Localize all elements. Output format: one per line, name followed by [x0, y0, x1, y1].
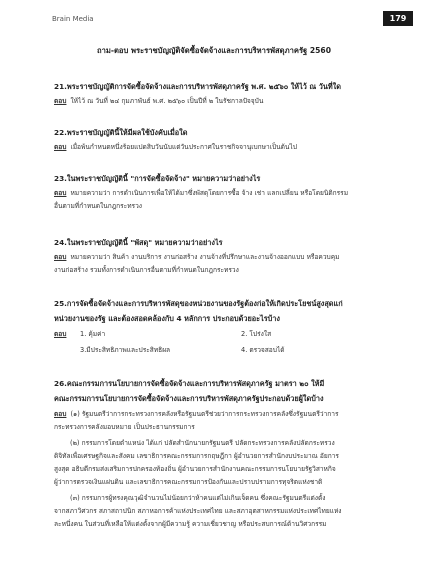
answer-22 — [54, 141, 384, 154]
answer-23 — [54, 187, 384, 213]
question-25-line-2: หน่วยงานของรัฐ และต้องสอดคล้องกับ 4 หลักการ ประกอบด้วยอะไรบ้าง — [54, 314, 280, 323]
question-24: 24.ในพระราชบัญญัตินี้ "พัสดุ" หมายความว่าอย่างไร — [54, 238, 223, 247]
option-1: 1. คุ้มค่า — [80, 330, 106, 338]
page-number-badge: 179 — [383, 11, 413, 26]
paragraph-1-line-2: กระทรวงการคลังมอบหมาย เป็นประธานกรรมการ — [54, 423, 195, 431]
option-4: 4. ตรวจสอบได้ — [241, 346, 285, 354]
question-25-line-1: 25.การจัดซื้อจัดจ้างและการบริหารพัสดุของหน่วยงานของรัฐต้องก่อให้เกิดประโยชน์สูงสุดแก่ — [54, 299, 343, 308]
paragraph-1-line-1: (๑) รัฐมนตรีว่าการกระทรวงการคลังหรือรัฐมนตรีช่วยว่าการกระทรวงการคลังซึ่งรัฐมนตรีว่าการ — [70, 410, 339, 418]
paragraph-2-line-4: ผู้ว่าการตรวจเงินแผ่นดิน และเลขาธิการคณะกรรมการป้องกันและปราบปรามการทุจริตแห่งชาติ — [54, 478, 323, 486]
answer-text: อื่นตามที่กำหนดในกฎกระทรวง — [54, 202, 143, 210]
paragraph-2-line-1: (๒) กรรมการโดยตำแหน่ง ได้แก่ ปลัดสำนักนายกรัฐมนตรี ปลัดกระทรวงการคลังปลัดกระทรวง — [70, 439, 335, 447]
answer-text: งานก่อสร้าง รวมทั้งการดำเนินการอื่นตามที่กำหนดในกฎกระทรวง — [54, 266, 239, 274]
option-3: 3.มีประสิทธิภาพและประสิทธิผล — [80, 346, 171, 354]
question-21: 21.พระราชบัญญัติการจัดซื้อจัดจ้างและการบริหารพัสดุภาครัฐ พ.ศ. ๒๕๖๐ ให้ไว้ ณ วันที่ใด — [54, 82, 341, 91]
question-23: 23.ในพระราชบัญญัตินี้ "การจัดซื้อจัดจ้าง" หมายความว่าอย่างไร — [54, 174, 261, 183]
paragraph-2-line-2: ดิจิทัลเพื่อเศรษฐกิจและสังคม เลขาธิการคณะกรรมการกฤษฎีกา ผู้อำนวยการสำนักงบประมาณ อัยการ — [54, 452, 339, 460]
answer-text: เมื่อพ้นกำหนดหนึ่งร้อยแปดสิบวันนับแต่วันประกาศในราชกิจจานุเบกษาเป็นต้นไป — [70, 143, 297, 151]
answer-26 — [54, 408, 384, 531]
question-22: 22.พระราชบัญญัตินี้ให้มีผลใช้บังคับเมื่อใด — [54, 128, 188, 137]
answer-text: หมายความว่า สินค้า งานบริการ งานก่อสร้าง งานจ้างที่ปรึกษาและงานจ้างออกแบบ หรือควบคุม — [70, 253, 340, 261]
paragraph-3-line-1: (๓) กรรมการผู้ทรงคุณวุฒิจำนวนไม่น้อยกว่าห้าคนแต่ไม่เกินเจ็ดคน ซึ่งคณะรัฐมนตรีแต่งตั้ง — [70, 494, 326, 502]
paragraph-3-line-3: ละหนึ่งคน ในส่วนที่เหลือให้แต่งตั้งจากผู้มีความรู้ ความเชี่ยวชาญ หรือประสบการณ์ด้านวิศวกรรม — [54, 520, 327, 528]
answer-label: ตอบ — [54, 97, 67, 105]
answer-text: หมายความว่า การดำเนินการเพื่อให้ได้มาซึ่งพัสดุโดยการซื้อ จ้าง เช่า แลกเปลี่ยน หรือโดยนิติกรรม — [70, 189, 349, 197]
answer-label: ตอบ — [54, 253, 67, 261]
brand-name: Brain Media — [52, 15, 94, 23]
paragraph-3-line-2: จากสภาวิศวกร สภาสถาปนิก สภาหอการค้าแห่งประเทศไทย และสภาอุตสาหกรรมแห่งประเทศไทยแห่ง — [54, 507, 342, 515]
answer-label: ตอบ — [54, 410, 67, 418]
option-2: 2. โปร่งใส — [241, 330, 272, 338]
page-title: ถาม-ตอบ พระราชบัญญัติจัดซื้อจัดจ้างและการบริหารพัสดุภาครัฐ 2560 — [96, 46, 331, 55]
question-26-line-2: คณะกรรมการนโยบายการจัดซื้อจัดจ้างและการบริหารพัสดุภาครัฐประกอบด้วยผู้ใดบ้าง — [54, 394, 324, 403]
question-26-line-1: 26.คณะกรรมการนโยบายการจัดซื้อจัดจ้างและการบริหารพัสดุภาครัฐ มาตรา ๒๐ ให้มี — [54, 379, 325, 388]
paragraph-2-line-3: สูงสุด อธิบดีกรมส่งเสริมการปกครองท้องถิ่น ผู้อำนวยการสำนักงานคณะกรรมการนโยบายรัฐวิสาหกิจ — [54, 465, 336, 473]
answer-label: ตอบ — [54, 143, 67, 151]
answer-24 — [54, 251, 384, 277]
answer-label: ตอบ — [54, 330, 67, 338]
answer-text: ให้ไว้ ณ วันที่ ๒๔ กุมภาพันธ์ พ.ศ. ๒๕๖๐ เป็นปีที่ ๒ ในรัชกาลปัจจุบัน — [70, 97, 264, 105]
answer-21 — [54, 95, 384, 108]
answer-label: ตอบ — [54, 189, 67, 197]
